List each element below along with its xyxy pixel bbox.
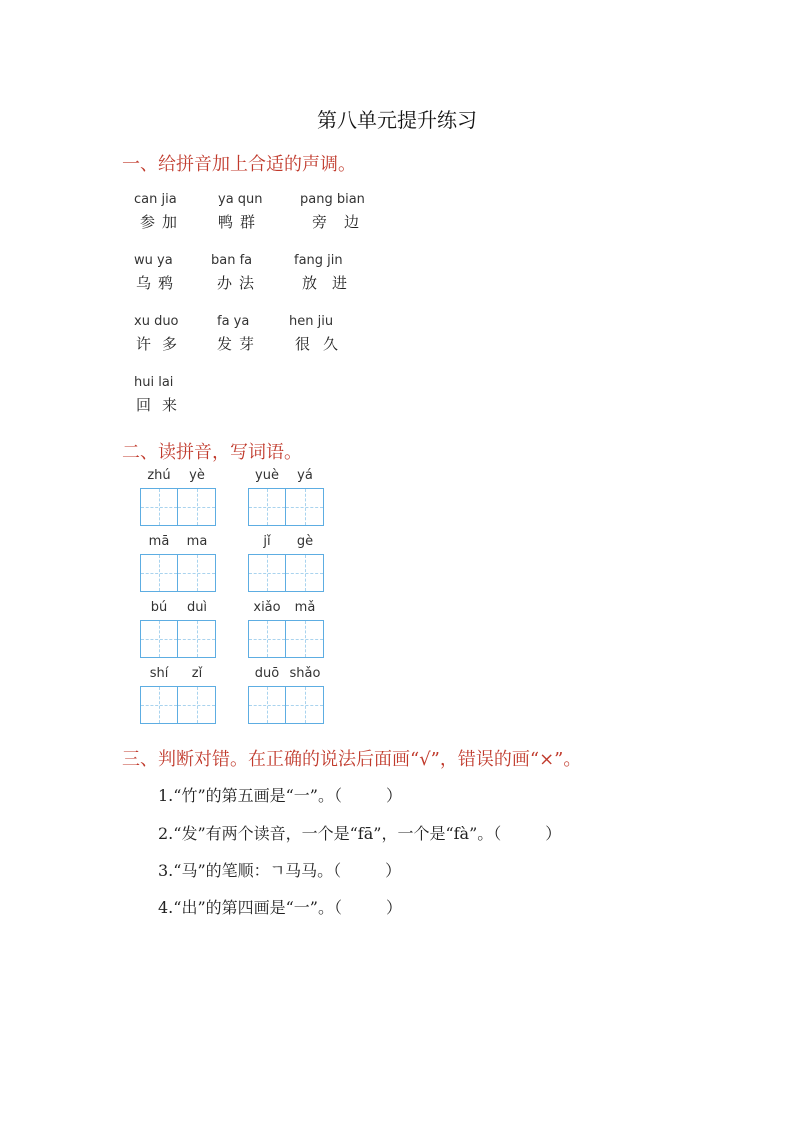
hanzi-char: 许 (136, 335, 152, 353)
tone-item-pinyin: hen jiu (289, 314, 334, 329)
tone-item-pinyin: ban fa (211, 253, 253, 268)
question-text: 4.“出”的第四画是“一”。（ (158, 898, 342, 917)
tone-item-hanzi (140, 211, 184, 232)
hanzi-char: 鸭 (218, 213, 234, 231)
hanzi-char: 放 (302, 274, 318, 292)
page-title: 第八单元提升练习 (317, 108, 477, 132)
syllable: zǐ (191, 666, 203, 681)
tone-item-pinyin: ya qun (218, 192, 263, 207)
grid-pinyin (140, 666, 216, 681)
tone-item-hanzi (302, 272, 354, 293)
tone-item-hanzi (136, 394, 184, 415)
tone-item-hanzi (217, 272, 261, 293)
tone-item-hanzi (295, 333, 345, 354)
hanzi-char: 参 (140, 213, 156, 231)
section1-heading: 一、给拼音加上合适的声调。 (122, 154, 356, 175)
question-close: ） (385, 861, 402, 880)
question-close: ） (386, 786, 403, 805)
hanzi-char: 久 (323, 335, 339, 353)
tone-item-hanzi (312, 211, 366, 232)
section2-heading: 二、读拼音，写词语。 (122, 442, 302, 463)
hanzi-char: 群 (240, 213, 256, 231)
hanzi-char: 鸦 (158, 274, 174, 292)
hanzi-char: 来 (162, 396, 178, 414)
syllable: duō (254, 666, 280, 681)
syllable: ma (186, 534, 208, 549)
tone-item-pinyin: xu duo (134, 314, 179, 329)
hanzi-char: 办 (217, 274, 233, 292)
writing-box[interactable] (286, 620, 324, 658)
grid-pinyin (248, 600, 324, 615)
tone-item-pinyin: can jia (134, 192, 177, 207)
hanzi-char: 边 (344, 213, 360, 231)
judgement-question (158, 895, 402, 918)
syllable: jǐ (263, 534, 271, 549)
tone-item-pinyin: fa ya (217, 314, 250, 329)
syllable: gè (296, 534, 314, 549)
tone-item-hanzi (218, 211, 262, 232)
syllable: yá (297, 468, 313, 483)
grid-pinyin (140, 468, 216, 483)
grid-pinyin (248, 666, 324, 681)
section3-heading: 三、判断对错。在正确的说法后面画“√”，错误的画“×”。 (122, 749, 582, 770)
question-text: 1.“竹”的第五画是“一”。（ (158, 786, 342, 805)
tone-item-pinyin: pang bian (300, 192, 365, 207)
writing-box[interactable] (286, 554, 324, 592)
tone-item-pinyin: fang jin (294, 253, 343, 268)
syllable: yuè (255, 468, 279, 483)
hanzi-char: 乌 (136, 274, 152, 292)
question-close: ） (545, 824, 562, 843)
writing-box[interactable] (140, 554, 178, 592)
writing-box[interactable] (140, 686, 178, 724)
syllable: zhú (147, 468, 171, 483)
hanzi-char: 法 (239, 274, 255, 292)
syllable: yè (189, 468, 205, 483)
writing-box[interactable] (140, 620, 178, 658)
grid-pinyin (248, 468, 324, 483)
writing-box[interactable] (178, 488, 216, 526)
hanzi-char: 多 (162, 335, 178, 353)
tone-item-hanzi (136, 272, 180, 293)
grid-pinyin (248, 534, 324, 549)
writing-box[interactable] (286, 488, 324, 526)
hanzi-char: 进 (332, 274, 348, 292)
syllable: shí (149, 666, 169, 681)
writing-box[interactable] (140, 488, 178, 526)
question-text: 2.“发”有两个读音，一个是“fā”，一个是“fà”。（ (158, 824, 502, 843)
hanzi-char: 芽 (239, 335, 255, 353)
syllable: mǎ (294, 600, 316, 615)
question-text: 3.“马”的笔顺：ㄱ马马。（ (158, 861, 342, 880)
writing-box[interactable] (248, 488, 286, 526)
tone-item-pinyin: wu ya (134, 253, 173, 268)
syllable: mā (148, 534, 170, 549)
writing-box[interactable] (248, 620, 286, 658)
hanzi-char: 旁 (312, 213, 328, 231)
tone-item-pinyin: hui lai (134, 375, 174, 390)
hanzi-char: 发 (217, 335, 233, 353)
writing-box[interactable] (178, 554, 216, 592)
judgement-question (158, 783, 402, 806)
syllable: xiǎo (253, 600, 281, 615)
hanzi-char: 加 (162, 213, 178, 231)
tone-item-hanzi (136, 333, 184, 354)
hanzi-char: 很 (295, 335, 311, 353)
syllable: shǎo (289, 666, 321, 681)
hanzi-char: 回 (136, 396, 152, 414)
writing-box[interactable] (286, 686, 324, 724)
writing-box[interactable] (248, 686, 286, 724)
writing-box[interactable] (248, 554, 286, 592)
question-close: ） (386, 898, 403, 917)
writing-box[interactable] (178, 686, 216, 724)
grid-pinyin (140, 600, 216, 615)
judgement-question (158, 858, 401, 881)
grid-pinyin (140, 534, 216, 549)
judgement-question (158, 821, 561, 844)
writing-box[interactable] (178, 620, 216, 658)
syllable: duì (186, 600, 208, 615)
tone-item-hanzi (217, 333, 261, 354)
syllable: bú (150, 600, 168, 615)
